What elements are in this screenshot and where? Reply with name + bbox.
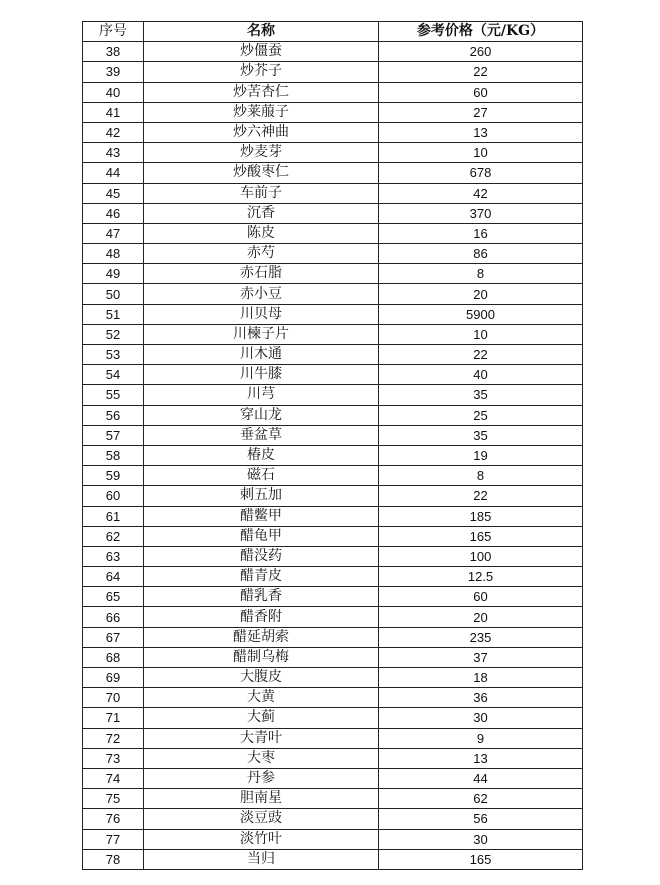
cell-reference-price: 13 <box>379 748 583 768</box>
table-row <box>83 546 583 566</box>
cell-reference-price: 22 <box>379 345 583 365</box>
cell-serial-number: 69 <box>83 668 144 688</box>
cell-reference-price: 20 <box>379 607 583 627</box>
cell-name: 炒麦芽 <box>144 143 379 163</box>
cell-reference-price: 30 <box>379 829 583 849</box>
table-row <box>83 627 583 647</box>
table-row <box>83 728 583 748</box>
price-table <box>82 21 583 870</box>
table-row <box>83 102 583 122</box>
cell-name: 当归 <box>144 849 379 869</box>
table-row <box>83 82 583 102</box>
cell-serial-number: 73 <box>83 748 144 768</box>
table-row <box>83 62 583 82</box>
cell-name: 炒酸枣仁 <box>144 163 379 183</box>
cell-reference-price: 12.5 <box>379 567 583 587</box>
price-list-page <box>82 21 582 870</box>
cell-serial-number: 49 <box>83 264 144 284</box>
table-row <box>83 284 583 304</box>
table-row <box>83 143 583 163</box>
table-row <box>83 829 583 849</box>
cell-serial-number: 47 <box>83 223 144 243</box>
table-row <box>83 748 583 768</box>
cell-reference-price: 22 <box>379 62 583 82</box>
cell-serial-number: 59 <box>83 466 144 486</box>
cell-name: 醋香附 <box>144 607 379 627</box>
cell-reference-price: 60 <box>379 587 583 607</box>
table-row <box>83 425 583 445</box>
cell-name: 大青叶 <box>144 728 379 748</box>
cell-serial-number: 70 <box>83 688 144 708</box>
cell-serial-number: 46 <box>83 203 144 223</box>
cell-serial-number: 54 <box>83 365 144 385</box>
cell-reference-price: 25 <box>379 405 583 425</box>
cell-reference-price: 30 <box>379 708 583 728</box>
cell-name: 赤石脂 <box>144 264 379 284</box>
cell-name: 垂盆草 <box>144 425 379 445</box>
table-row <box>83 668 583 688</box>
cell-name: 炒芥子 <box>144 62 379 82</box>
cell-serial-number: 62 <box>83 526 144 546</box>
cell-reference-price: 10 <box>379 143 583 163</box>
cell-name: 淡竹叶 <box>144 829 379 849</box>
header-serial-number: 序号 <box>83 22 144 42</box>
cell-reference-price: 40 <box>379 365 583 385</box>
table-row <box>83 768 583 788</box>
cell-name: 醋延胡索 <box>144 627 379 647</box>
cell-reference-price: 35 <box>379 385 583 405</box>
cell-serial-number: 77 <box>83 829 144 849</box>
cell-reference-price: 35 <box>379 425 583 445</box>
cell-serial-number: 74 <box>83 768 144 788</box>
cell-serial-number: 42 <box>83 122 144 142</box>
cell-reference-price: 13 <box>379 122 583 142</box>
header-reference-price: 参考价格（元/KG） <box>379 22 583 42</box>
cell-reference-price: 260 <box>379 42 583 62</box>
cell-reference-price: 100 <box>379 546 583 566</box>
cell-name: 炒僵蚕 <box>144 42 379 62</box>
table-row <box>83 223 583 243</box>
cell-serial-number: 68 <box>83 647 144 667</box>
cell-serial-number: 52 <box>83 324 144 344</box>
cell-serial-number: 57 <box>83 425 144 445</box>
cell-name: 醋乳香 <box>144 587 379 607</box>
cell-serial-number: 63 <box>83 546 144 566</box>
cell-serial-number: 45 <box>83 183 144 203</box>
cell-name: 醋制乌梅 <box>144 647 379 667</box>
cell-reference-price: 16 <box>379 223 583 243</box>
table-row <box>83 849 583 869</box>
cell-name: 川芎 <box>144 385 379 405</box>
cell-name: 大腹皮 <box>144 668 379 688</box>
cell-name: 川楝子片 <box>144 324 379 344</box>
cell-reference-price: 62 <box>379 789 583 809</box>
cell-name: 胆南星 <box>144 789 379 809</box>
table-row <box>83 42 583 62</box>
cell-reference-price: 165 <box>379 849 583 869</box>
cell-serial-number: 60 <box>83 486 144 506</box>
table-row <box>83 264 583 284</box>
cell-serial-number: 48 <box>83 244 144 264</box>
cell-serial-number: 50 <box>83 284 144 304</box>
cell-name: 大枣 <box>144 748 379 768</box>
table-row <box>83 304 583 324</box>
table-row <box>83 405 583 425</box>
cell-serial-number: 72 <box>83 728 144 748</box>
cell-name: 车前子 <box>144 183 379 203</box>
cell-reference-price: 37 <box>379 647 583 667</box>
cell-serial-number: 75 <box>83 789 144 809</box>
cell-name: 川牛膝 <box>144 365 379 385</box>
cell-reference-price: 56 <box>379 809 583 829</box>
cell-name: 大黄 <box>144 688 379 708</box>
table-row <box>83 122 583 142</box>
table-row <box>83 688 583 708</box>
cell-name: 沉香 <box>144 203 379 223</box>
cell-name: 炒苦杏仁 <box>144 82 379 102</box>
table-row <box>83 183 583 203</box>
cell-serial-number: 64 <box>83 567 144 587</box>
cell-reference-price: 20 <box>379 284 583 304</box>
cell-name: 炒六神曲 <box>144 122 379 142</box>
table-row <box>83 324 583 344</box>
cell-name: 赤小豆 <box>144 284 379 304</box>
cell-serial-number: 39 <box>83 62 144 82</box>
cell-name: 炒莱菔子 <box>144 102 379 122</box>
cell-reference-price: 165 <box>379 526 583 546</box>
table-row <box>83 385 583 405</box>
cell-name: 丹参 <box>144 768 379 788</box>
cell-name: 醋龟甲 <box>144 526 379 546</box>
cell-serial-number: 55 <box>83 385 144 405</box>
cell-serial-number: 66 <box>83 607 144 627</box>
table-row <box>83 708 583 728</box>
cell-name: 大蓟 <box>144 708 379 728</box>
cell-serial-number: 61 <box>83 506 144 526</box>
table-row <box>83 647 583 667</box>
table-row <box>83 607 583 627</box>
table-row <box>83 466 583 486</box>
table-body <box>83 42 583 870</box>
table-header-row <box>83 22 583 42</box>
table-row <box>83 244 583 264</box>
cell-serial-number: 51 <box>83 304 144 324</box>
cell-name: 川木通 <box>144 345 379 365</box>
cell-serial-number: 40 <box>83 82 144 102</box>
cell-reference-price: 42 <box>379 183 583 203</box>
cell-reference-price: 27 <box>379 102 583 122</box>
cell-reference-price: 678 <box>379 163 583 183</box>
cell-name: 淡豆豉 <box>144 809 379 829</box>
cell-name: 陈皮 <box>144 223 379 243</box>
cell-reference-price: 18 <box>379 668 583 688</box>
table-row <box>83 345 583 365</box>
cell-reference-price: 8 <box>379 264 583 284</box>
table-row <box>83 163 583 183</box>
cell-reference-price: 9 <box>379 728 583 748</box>
table-row <box>83 526 583 546</box>
table-row <box>83 486 583 506</box>
cell-reference-price: 370 <box>379 203 583 223</box>
cell-name: 磁石 <box>144 466 379 486</box>
cell-reference-price: 44 <box>379 768 583 788</box>
cell-reference-price: 60 <box>379 82 583 102</box>
cell-serial-number: 67 <box>83 627 144 647</box>
cell-reference-price: 19 <box>379 445 583 465</box>
cell-name: 椿皮 <box>144 445 379 465</box>
cell-serial-number: 78 <box>83 849 144 869</box>
table-row <box>83 365 583 385</box>
cell-serial-number: 41 <box>83 102 144 122</box>
cell-reference-price: 86 <box>379 244 583 264</box>
cell-name: 川贝母 <box>144 304 379 324</box>
header-name: 名称 <box>144 22 379 42</box>
cell-serial-number: 76 <box>83 809 144 829</box>
cell-reference-price: 185 <box>379 506 583 526</box>
table-row <box>83 203 583 223</box>
cell-serial-number: 65 <box>83 587 144 607</box>
cell-reference-price: 36 <box>379 688 583 708</box>
table-row <box>83 567 583 587</box>
cell-name: 醋没药 <box>144 546 379 566</box>
cell-reference-price: 5900 <box>379 304 583 324</box>
cell-reference-price: 10 <box>379 324 583 344</box>
table-row <box>83 587 583 607</box>
cell-serial-number: 58 <box>83 445 144 465</box>
cell-serial-number: 53 <box>83 345 144 365</box>
cell-serial-number: 38 <box>83 42 144 62</box>
table-row <box>83 445 583 465</box>
cell-serial-number: 44 <box>83 163 144 183</box>
cell-name: 醋鳖甲 <box>144 506 379 526</box>
cell-serial-number: 71 <box>83 708 144 728</box>
cell-serial-number: 43 <box>83 143 144 163</box>
cell-reference-price: 8 <box>379 466 583 486</box>
cell-name: 刺五加 <box>144 486 379 506</box>
cell-name: 赤芍 <box>144 244 379 264</box>
cell-serial-number: 56 <box>83 405 144 425</box>
table-row <box>83 809 583 829</box>
cell-name: 穿山龙 <box>144 405 379 425</box>
cell-reference-price: 22 <box>379 486 583 506</box>
cell-reference-price: 235 <box>379 627 583 647</box>
table-row <box>83 506 583 526</box>
table-row <box>83 789 583 809</box>
cell-name: 醋青皮 <box>144 567 379 587</box>
